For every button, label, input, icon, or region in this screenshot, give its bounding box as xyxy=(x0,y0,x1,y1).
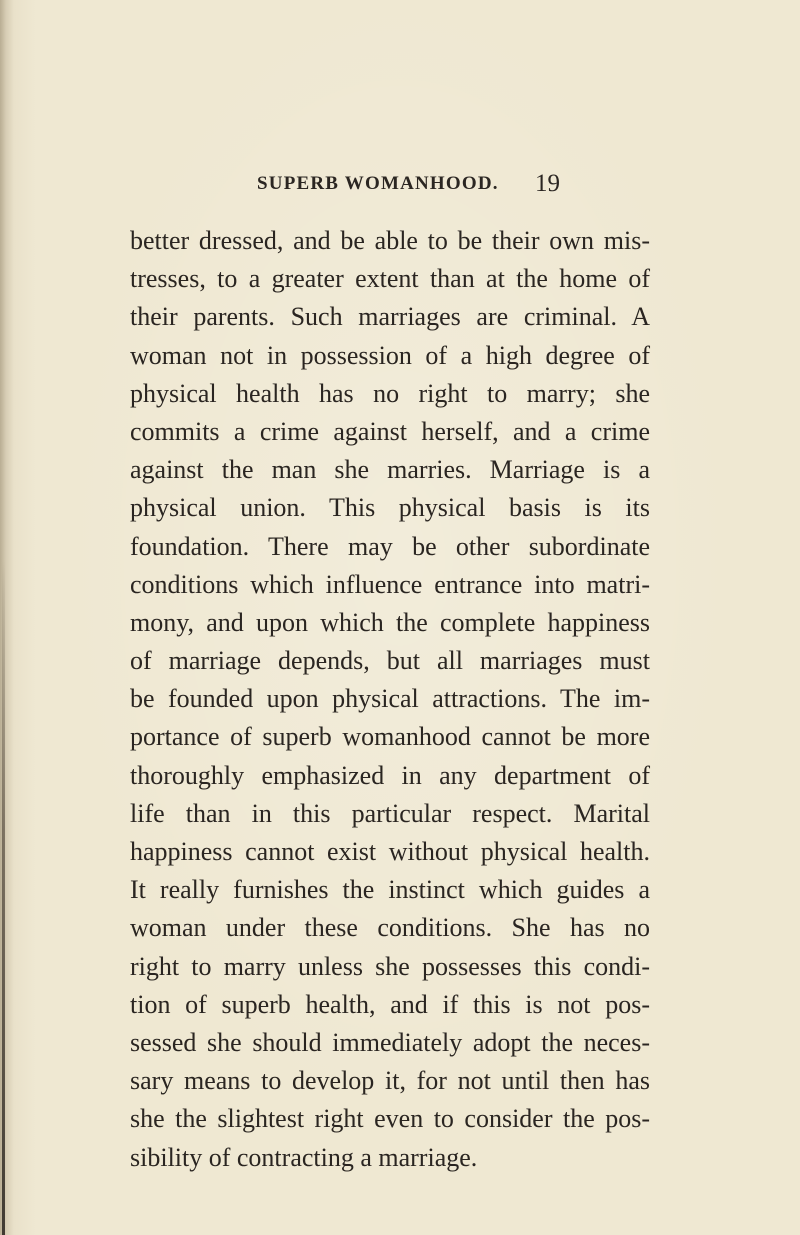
text-line: thoroughly emphasized in any department of xyxy=(130,760,650,790)
page-number: 19 xyxy=(535,170,560,197)
text-line: better dressed, and be able to be their own mis- xyxy=(130,226,650,255)
text-line-last: sibility of contracting a marriage. xyxy=(130,1142,478,1172)
text-line: woman under these conditions. She has no xyxy=(130,913,650,943)
text-line: sessed she should immediately adopt the neces- xyxy=(130,1027,650,1057)
text-line: physical union. This physical basis is its xyxy=(130,493,650,523)
text-line: portance of superb womanhood cannot be more xyxy=(130,722,650,752)
text-line: she the slightest right even to consider the pos- xyxy=(130,1104,650,1134)
text-line: their parents. Such marriages are criminal. A xyxy=(130,302,650,332)
text-line: commits a crime against herself, and a crime xyxy=(130,416,650,446)
binding-edge xyxy=(2,560,5,1235)
text-line: be founded upon physical attractions. The im- xyxy=(130,684,650,714)
text-line: against the man she marries. Marriage is a xyxy=(130,455,650,485)
text-line: of marriage depends, but all marriages must xyxy=(130,646,650,676)
text-line: sary means to develop it, for not until then has xyxy=(130,1066,650,1096)
running-head xyxy=(0,170,800,199)
text-line: conditions which influence entrance into matri- xyxy=(130,569,650,599)
text-line: woman not in possession of a high degree of xyxy=(130,340,650,370)
text-line: tresses, to a greater extent than at the home of xyxy=(130,264,650,294)
text-line: life than in this particular respect. Marital xyxy=(130,798,650,828)
text-line: happiness cannot exist without physical health. xyxy=(130,837,650,866)
text-line: right to marry unless she possesses this condi- xyxy=(130,951,650,981)
text-line: mony, and upon which the complete happiness xyxy=(130,607,650,637)
body-text xyxy=(130,222,650,1177)
text-line: It really furnishes the instinct which guides a xyxy=(130,875,650,905)
text-line: foundation. There may be other subordinate xyxy=(130,531,650,561)
text-line: tion of superb health, and if this is not pos- xyxy=(130,989,650,1019)
text-line: physical health has no right to marry; she xyxy=(130,378,650,408)
running-title: SUPERB WOMANHOOD. xyxy=(257,173,499,194)
